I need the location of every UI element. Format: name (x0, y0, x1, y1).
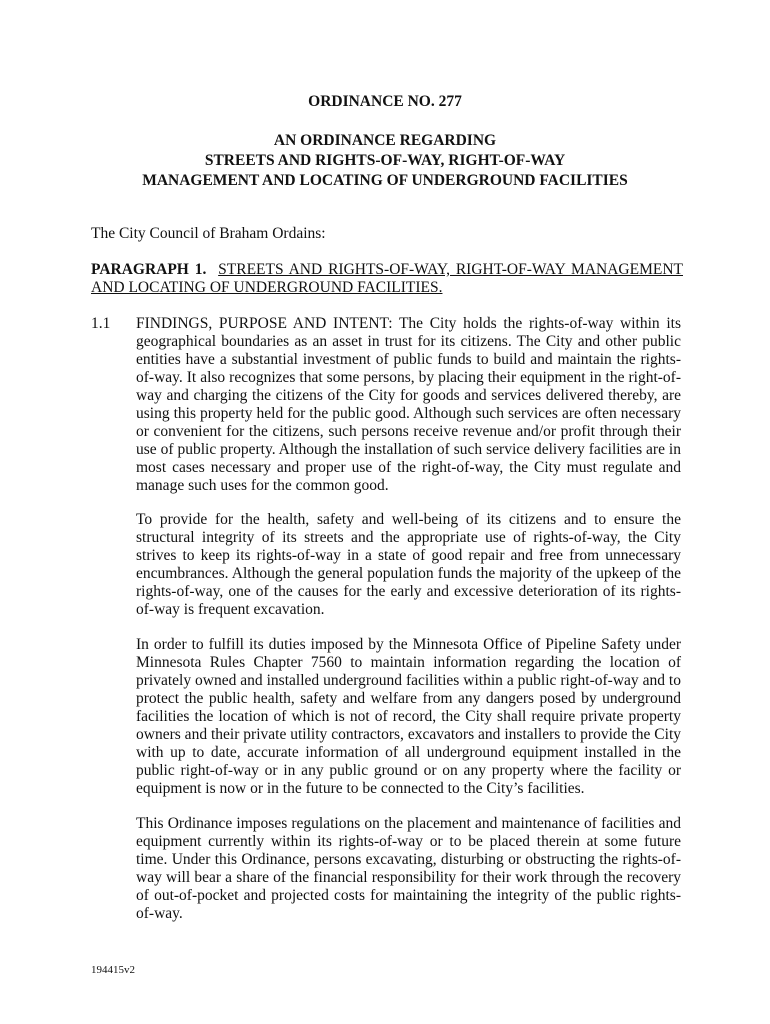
section-paragraph: To provide for the health, safety and well-being of its citizens and to ensure the structural integrity of its streets and the appropriate use of rights-of-way, the City strives to keep its rights-of-way in a state of good repair and free from unnecessary encumbrances. Although the general population funds the majority of the upkeep of the rights-of-way, one of the causes for the early and excessive deterioration of its rights-of-way is frequent excavation. (136, 511, 681, 618)
paragraph-heading (91, 261, 683, 297)
ordinance-number: ORDINANCE NO. 277 (308, 93, 462, 110)
title-line-1: AN ORDINANCE REGARDING (273, 132, 497, 149)
document-id: 194415v2 (91, 964, 135, 976)
paragraph-label: PARAGRAPH 1. (91, 261, 207, 278)
title-line-3: MANAGEMENT AND LOCATING OF UNDERGROUND FACILITIES (142, 172, 628, 189)
section-number: 1.1 (91, 315, 111, 332)
intro-text: The City Council of Braham Ordains: (91, 225, 326, 242)
title-line-2: STREETS AND RIGHTS-OF-WAY, RIGHT-OF-WAY (204, 152, 566, 169)
section-paragraph: This Ordinance imposes regulations on the placement and maintenance of facilities and equipment currently within its rights-of-way or to be placed therein at some future time. Under this Ordinance, persons excavating, disturbing or obstructing the rights-of-way will bear a share of the financial responsibility for their work through the recovery of out-of-pocket and projected costs for maintaining the integrity of the public rights-of-way. (136, 815, 681, 922)
paragraph-heading-text: STREETS AND RIGHTS-OF-WAY, RIGHT-OF-WAY MANAGEMENT AND LOCATING OF UNDERGROUND FACILITIES. (91, 261, 683, 296)
section-paragraph: FINDINGS, PURPOSE AND INTENT: The City holds the rights-of-way within its geographical boundaries as an asset in trust for its citizens. The City and other public entities have a substantial investment of public funds to build and maintain the rights-of-way. It also recognizes that some persons, by placing their equipment in the right-of-way and charging the citizens of the City for goods and services delivered thereby, are using this property held for the public good. Although such services are often necessary or convenient for the citizens, such persons receive revenue and/or profit through their use of public property. Although the installation of such service delivery facilities are in most cases necessary and proper use of the right-of-way, the City must regulate and manage such uses for the common good. (136, 315, 681, 494)
section-paragraph: In order to fulfill its duties imposed by the Minnesota Office of Pipeline Safety under Minnesota Rules Chapter 7560 to maintain information regarding the location of privately owned and installed underground facilities within a public right-of-way and to protect the public health, safety and welfare from any dangers posed by underground facilities the location of which is not of record, the City shall require private property owners and their private utility contractors, excavators and installers to provide the City with up to date, accurate information of all underground equipment installed in the public right-of-way or in any public ground or on any property where the facility or equipment is now or in the future to be connected to the City’s facilities. (136, 636, 681, 797)
